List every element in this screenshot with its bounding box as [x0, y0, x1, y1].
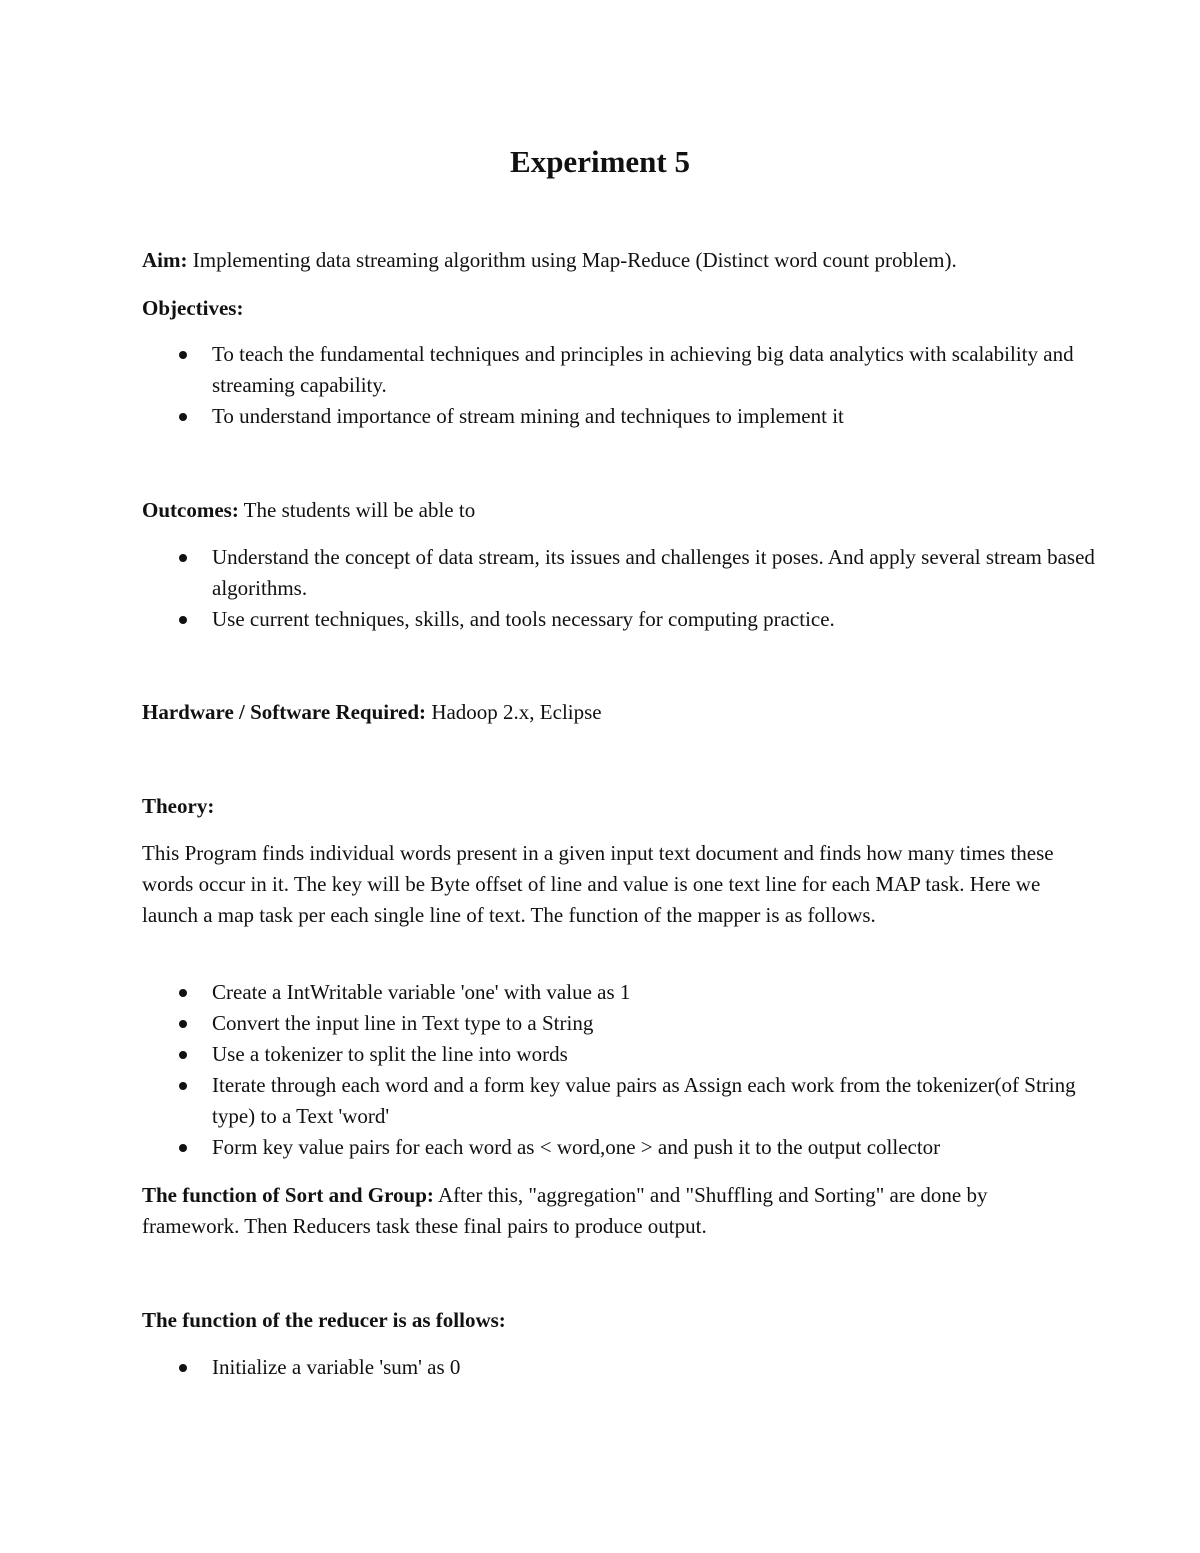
bullet-icon [179, 1051, 187, 1059]
aim-label: Aim: [142, 248, 188, 272]
bullet-icon [179, 989, 187, 997]
objective-text: To understand importance of stream mining and techniques to implement it [212, 404, 844, 428]
mapper-step-text: Iterate through each word and a form key value pairs as Assign each work from the tokenizer(of String type) to a Text 'word' [212, 1073, 1076, 1128]
reducer-step-text: Initialize a variable 'sum' as 0 [212, 1355, 461, 1379]
outcomes-text: The students will be able to [238, 498, 476, 522]
sort-group-label: The function of Sort and Group: [142, 1183, 434, 1207]
bullet-icon [179, 1144, 187, 1152]
objectives-list [142, 339, 1112, 432]
list-item [142, 1070, 1112, 1132]
mapper-steps-list [142, 977, 1112, 1163]
outcomes-line [142, 496, 475, 524]
objective-text: To teach the fundamental techniques and principles in achieving big data analytics with scalability and streaming capability. [212, 342, 1074, 397]
list-item [142, 1132, 1112, 1163]
bullet-icon [179, 351, 187, 359]
mapper-step-text: Convert the input line in Text type to a String [212, 1011, 594, 1035]
outcome-text: Understand the concept of data stream, its issues and challenges it poses. And apply several stream based algorithms. [212, 545, 1095, 600]
theory-heading: Theory: [142, 794, 215, 818]
list-item [142, 339, 1112, 401]
aim-line [142, 246, 957, 274]
list-item [142, 604, 1112, 635]
list-item [142, 401, 1112, 432]
list-item [142, 542, 1112, 604]
hardware-line [142, 698, 602, 726]
objectives-heading: Objectives: [142, 296, 244, 320]
sort-group-paragraph [142, 1180, 1062, 1242]
outcomes-list [142, 542, 1112, 635]
hardware-text: Hadoop 2.x, Eclipse [426, 700, 602, 724]
theory-paragraph: This Program finds individual words present in a given input text document and finds how many times these words occur in it. The key will be Byte offset of line and value is one text line for each MAP task. Here we launch a map task per each single line of text. The function of the mapper is as follows. [142, 841, 1054, 927]
bullet-icon [179, 616, 187, 624]
mapper-step-text: Use a tokenizer to split the line into words [212, 1042, 568, 1066]
bullet-icon [179, 1020, 187, 1028]
sort-group-text: After this, "aggregation" and "Shuffling and Sorting" are done by framework. Then Reducers task these final pairs to produce output. [142, 1183, 988, 1238]
hardware-label: Hardware / Software Required: [142, 700, 427, 724]
outcome-text: Use current techniques, skills, and tools necessary for computing practice. [212, 607, 835, 631]
bullet-icon [179, 554, 187, 562]
bullet-icon [179, 1364, 187, 1372]
list-item [142, 1352, 1112, 1383]
aim-text: Implementing data streaming algorithm using Map-Reduce (Distinct word count problem). [187, 248, 957, 272]
list-item [142, 977, 1112, 1008]
list-item [142, 1008, 1112, 1039]
mapper-step-text: Form key value pairs for each word as < word,one > and push it to the output collector [212, 1135, 941, 1159]
list-item [142, 1039, 1112, 1070]
mapper-step-text: Create a IntWritable variable 'one' with value as 1 [212, 980, 631, 1004]
outcomes-label: Outcomes: [142, 498, 239, 522]
bullet-icon [179, 413, 187, 421]
reducer-steps-list [142, 1352, 1112, 1383]
page-title: Experiment 5 [510, 144, 690, 179]
bullet-icon [179, 1082, 187, 1090]
reducer-heading: The function of the reducer is as follows: [142, 1308, 506, 1332]
